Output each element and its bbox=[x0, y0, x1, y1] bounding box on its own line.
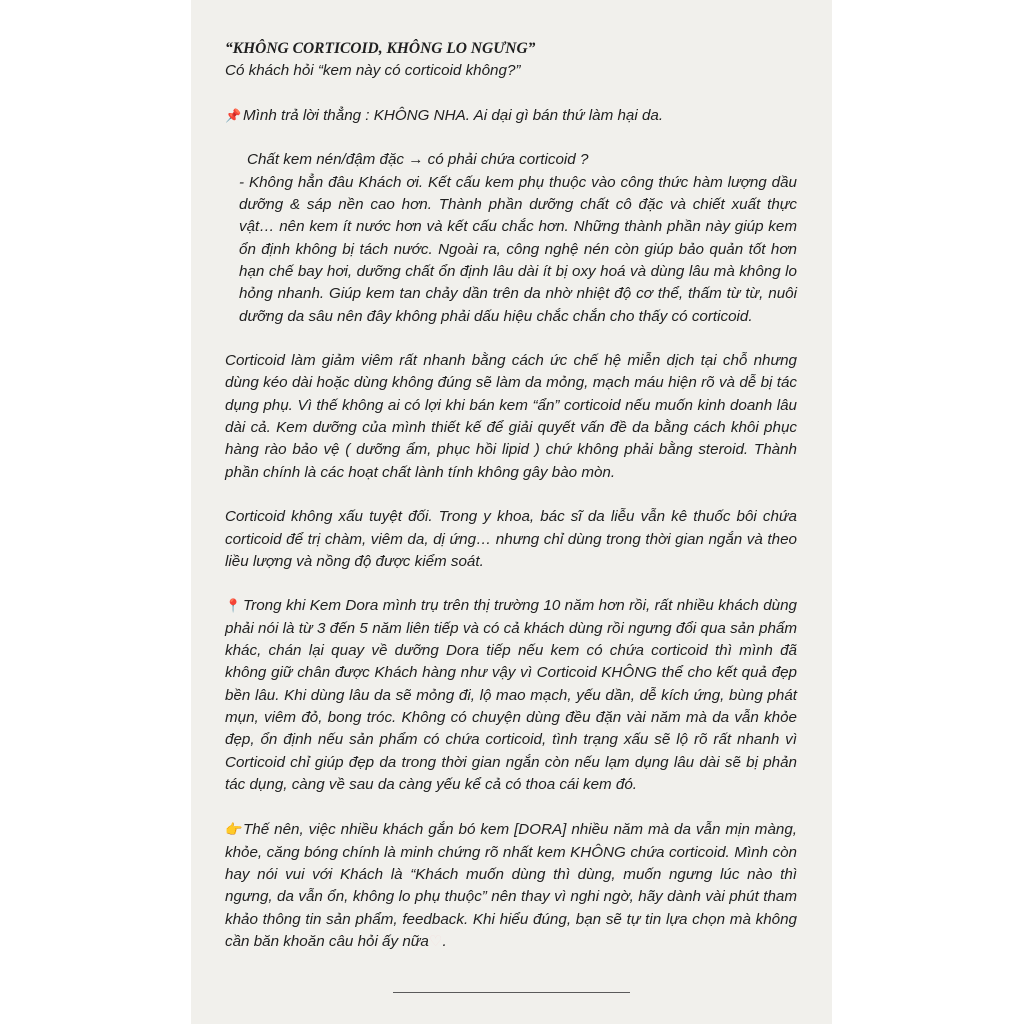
customer-question: Có khách hỏi “kem này có corticoid không?” bbox=[225, 62, 521, 80]
paragraph-final bbox=[225, 818, 797, 953]
paper-page bbox=[191, 0, 832, 1024]
pointing-hand-icon: 👉 bbox=[225, 821, 243, 838]
paragraph-corticoid: Corticoid làm giảm viêm rất nhanh bằng cách ức chế hệ miễn dịch tại chỗ nhưng dùng kéo dài hoặc dùng không đúng sẽ làm da mỏng, mạch máu hiện rõ và dễ bị tác dụng phụ. Vì thế không ai có lợi khi bán kem “ẩn” corticoid nếu muốn kinh doanh lâu dài cả. Kem dưỡng của mình thiết kế để giải quyết vấn đề da bằng cách khôi phục hàng rào bảo vệ ( dưỡng ẩm, phục hồi lipid ) chứ không phải bằng steroid. Thành phần chính là các hoạt chất lành tính không gây bào mòn. bbox=[225, 352, 797, 481]
paragraph-dora bbox=[225, 595, 797, 796]
sub-answer bbox=[225, 172, 797, 328]
pushpin-icon: 📌 bbox=[225, 107, 242, 123]
paragraph-final-text: Thế nên, việc nhiều khách gắn bó kem [DORA] nhiều năm mà da vẫn mịn màng, khỏe, căng bóng chính là minh chứng rõ nhất kem KHÔNG chứa corticoid. Mình còn hay nói vui với Khách là “Khách muốn dùng thì dùng, muốn ngưng lúc nào thì ngưng, da vẫn ổn, không lo phụ thuộc” nên thay vì nghi ngờ, hãy dành vài phút tham khảo thông tin sản phẩm, feedback. Khi hiểu đúng, bạn sẽ tự tin lựa chọn mà không cần băn khoăn câu hỏi ấy nữa bbox=[225, 821, 797, 950]
sub-answer-text: - Không hẳn đâu Khách ơi. Kết cấu kem phụ thuộc vào công thức hàm lượng dầu dưỡng & sáp nền cao hơn. Thành phần dưỡng chất cô đặc và chiết xuất thực vật… nên kem ít nước hơn và kết cấu chắc hơn. Những thành phần này giúp kem ổn định không bị tách nước. Ngoài ra, công nghệ nén còn giúp bảo quản tốt hơn hạn chế bay hơi, dưỡng chất ổn định lâu dài ít bị oxy hoá và dùng lâu mà không lo hỏng nhanh. Giúp kem tan chảy dần trên da nhờ nhiệt độ cơ thể, thấm từ từ, nuôi dưỡng da sâu nên đây không phải dấu hiệu chắc chắn cho thấy có corticoid. bbox=[239, 173, 797, 325]
direct-answer-text: Mình trả lời thẳng : KHÔNG NHA. Ai dại gì bán thứ làm hại da. bbox=[243, 106, 664, 124]
post-body bbox=[225, 38, 797, 953]
bottom-divider bbox=[393, 992, 630, 993]
paragraph-dora-text: Trong khi Kem Dora mình trụ trên thị trường 10 năm hơn rồi, rất nhiều khách dùng phải nói là từ 3 đến 5 năm liên tiếp và có cả khách dùng rồi ngưng đổi qua sản phẩm khác, chán lại quay về dưỡng Dora tiếp nếu kem có chứa corticoid thì mình đã không giữ chân được Khách hàng như vậy vì Corticoid KHÔNG thể cho kết quả đẹp bền lâu. Khi dùng lâu da sẽ mỏng đi, lộ mao mạch, yếu dần, dễ kích ứng, bùng phát mụn, viêm đỏ, bong tróc. Không có chuyện dùng đều đặn vài năm mà da vẫn khỏe đẹp, ổn định nếu sản phẩm có chứa corticoid, tình trạng xấu sẽ lộ rõ rất nhanh vì Corticoid chỉ giúp đẹp da trong thời gian ngắn còn nếu lạm dụng lâu dài sẽ bị phản tác dụng, càng về sau da càng yếu kể cả có thoa cái kem đó. bbox=[225, 597, 797, 793]
round-pushpin-icon: 📍 bbox=[225, 598, 242, 614]
heart-icon: ♡ bbox=[428, 932, 443, 950]
sub-question: Chất kem nén/đậm đặc → có phải chứa corticoid ? bbox=[247, 151, 589, 169]
direct-answer bbox=[225, 105, 797, 127]
closing-punct: . bbox=[442, 932, 447, 950]
post-title: “KHÔNG CORTICOID, KHÔNG LO NGƯNG” bbox=[225, 40, 536, 57]
paragraph-medical: Corticoid không xấu tuyệt đối. Trong y khoa, bác sĩ da liễu vẫn kê thuốc bôi chứa corticoid để trị chàm, viêm da, dị ứng… nhưng chỉ dùng trong thời gian ngắn và theo liều lượng và nồng độ được kiểm soát. bbox=[225, 508, 797, 570]
